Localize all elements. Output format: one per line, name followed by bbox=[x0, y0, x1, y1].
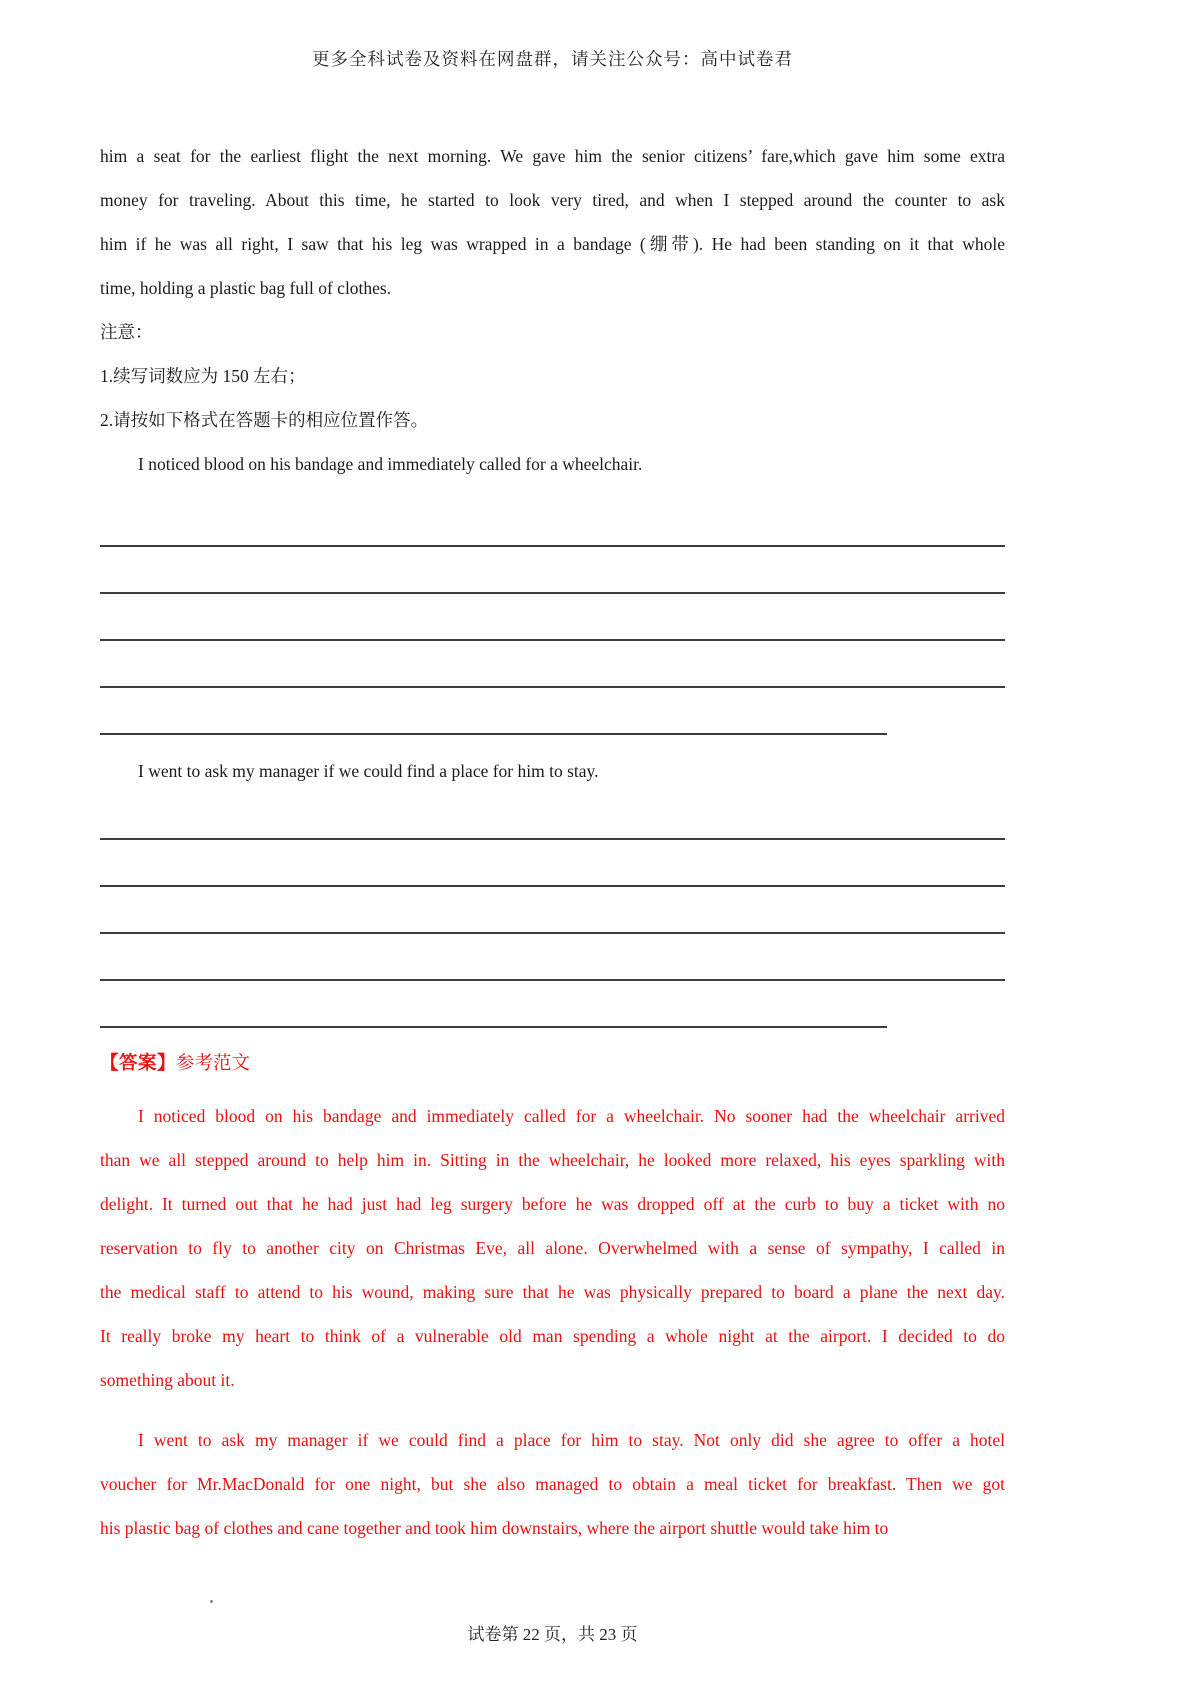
answer-title: 参考范文 bbox=[176, 1054, 251, 1074]
text-line: the medical staff to attend to his wound, making sure that he was physically prepared to board a plane the next day. bbox=[100, 1282, 1005, 1302]
notice-item-1: 1.续写词数应为 150 左右； bbox=[100, 366, 306, 386]
writing-lines-group-1 bbox=[100, 500, 1005, 735]
text-line: something about it. bbox=[100, 1370, 235, 1390]
answer-blank-line bbox=[100, 688, 887, 735]
text-line: money for traveling. About this time, he started to look very tired, and when I stepped around the counter to ask bbox=[100, 190, 1005, 210]
text-line: him a seat for the earliest flight the next morning. We gave him the senior citizens’ fare,which gave him some extra bbox=[100, 146, 1005, 166]
answer-blank-line bbox=[100, 887, 1005, 934]
notice-heading: 注意： bbox=[100, 322, 153, 342]
opening-sentence-2: I went to ask my manager if we could find a place for him to stay. bbox=[138, 761, 599, 781]
text-line: I went to ask my manager if we could find a place for him to stay. Not only did she agree to offer a hotel bbox=[138, 1430, 1005, 1450]
text-line: his plastic bag of clothes and cane together and took him downstairs, where the airport shuttle would take him to bbox=[100, 1518, 889, 1538]
text-line: voucher for Mr.MacDonald for one night, but she also managed to obtain a meal ticket for breakfast. Then we got bbox=[100, 1474, 1005, 1494]
model-essay-paragraph-2 bbox=[100, 1418, 1005, 1550]
answer-blank-line bbox=[100, 793, 1005, 840]
stray-mark bbox=[210, 1600, 213, 1603]
answer-blank-line bbox=[100, 641, 1005, 688]
text-line: reservation to fly to another city on Christmas Eve, all alone. Overwhelmed with a sense of sympathy, I called in bbox=[100, 1238, 1005, 1258]
writing-lines-group-2 bbox=[100, 793, 1005, 1028]
answer-blank-line bbox=[100, 840, 1005, 887]
text-line: time, holding a plastic bag full of clothes. bbox=[100, 278, 392, 298]
footer-page-number: 试卷第 22 页，共 23 页 bbox=[467, 1625, 638, 1644]
answer-blank-line bbox=[100, 500, 1005, 547]
opening-sentence-1: I noticed blood on his bandage and immediately called for a wheelchair. bbox=[138, 454, 643, 474]
answer-blank-line bbox=[100, 934, 1005, 981]
answer-blank-line bbox=[100, 594, 1005, 641]
story-passage bbox=[100, 134, 1005, 310]
text-line: him if he was all right, I saw that his leg was wrapped in a bandage (绷带). He had been standing on it that whole bbox=[100, 234, 1005, 254]
text-line: delight. It turned out that he had just had leg surgery before he was dropped off at the curb to buy a ticket with no bbox=[100, 1194, 1005, 1214]
answer-heading bbox=[100, 1042, 1005, 1086]
page-body bbox=[100, 134, 1005, 1550]
text-line: than we all stepped around to help him in. Sitting in the wheelchair, he looked more relaxed, his eyes sparkling with bbox=[100, 1150, 1005, 1170]
answer-blank-line bbox=[100, 547, 1005, 594]
model-essay-paragraph-1 bbox=[100, 1094, 1005, 1402]
answer-label: 【答案】 bbox=[100, 1054, 177, 1074]
text-line: It really broke my heart to think of a vulnerable old man spending a whole night at the airport. I decided to do bbox=[100, 1326, 1005, 1346]
answer-blank-line bbox=[100, 981, 887, 1028]
notice-item-2: 2.请按如下格式在答题卡的相应位置作答。 bbox=[100, 410, 429, 430]
header-notice: 更多全科试卷及资料在网盘群，请关注公众号：高中试卷君 bbox=[312, 49, 793, 69]
text-line: I noticed blood on his bandage and immediately called for a wheelchair. No sooner had the wheelchair arrived bbox=[138, 1106, 1005, 1126]
